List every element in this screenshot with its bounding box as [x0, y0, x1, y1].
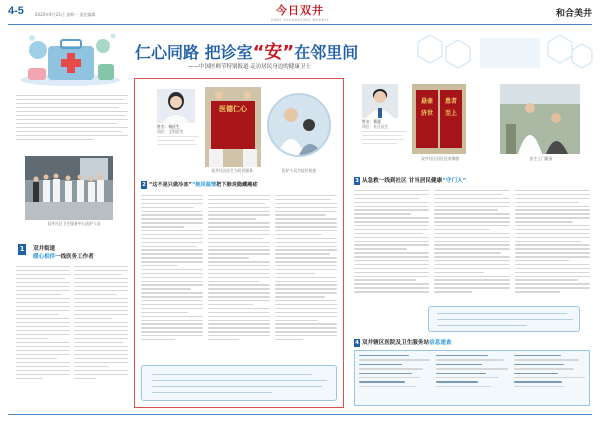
masthead-subtitle: JINRI SHUANGJING WEEKLY — [270, 18, 330, 22]
hospital-info-col1 — [359, 355, 430, 401]
section1-title-highlight: 暖心相伴 — [33, 254, 56, 260]
section2-col3 — [275, 195, 337, 363]
section3-number: 3 — [355, 178, 359, 184]
hospital-info-col2 — [436, 355, 507, 401]
section4-title-highlight: 信息速查 — [429, 340, 452, 346]
title-main: 仁心同路 把诊室 — [135, 43, 253, 62]
section4-number: 4 — [355, 340, 359, 346]
profile-right-role: 岗位：社区医生 — [362, 123, 389, 129]
doctor-portrait-left — [157, 89, 195, 123]
banner-photo — [205, 87, 261, 167]
section2-title-suffix: 把下肺炎隐藏癌症 — [216, 182, 258, 188]
section3-title-highlight: “守门人” — [442, 178, 467, 184]
banner-photo-right — [412, 84, 466, 154]
hospital-info-box — [354, 350, 590, 406]
header-rule — [8, 24, 592, 25]
section2-col2 — [208, 195, 270, 363]
doctor-portrait-right — [362, 84, 398, 118]
section1-title-line1: 双井街道 — [33, 246, 56, 252]
caption-home-visit: 医生上门服务 — [529, 156, 553, 161]
profile-right-name: 姓名：曹蕾 — [362, 119, 381, 124]
section2-title-highlight: “她用温情 — [191, 182, 217, 188]
intro-text — [16, 95, 128, 143]
section3-title: 从急救一线到社区 甘当居民健康 — [361, 178, 443, 184]
section2-heading — [141, 181, 341, 189]
banner-text: 医德仁心 — [219, 105, 247, 113]
section1-title-rest: 一线医务工作者 — [55, 254, 94, 260]
page-header — [0, 0, 600, 26]
section2-quote-box — [141, 365, 337, 401]
section4-title: 双井辖区医院及卫生服务站 — [361, 340, 430, 346]
section4-heading — [354, 338, 594, 347]
masthead-logo — [255, 2, 345, 22]
profile-left-role: 岗位：全科医生 — [157, 128, 184, 134]
caption-exam: 医护人员为居民检查 — [281, 168, 317, 173]
home-visit-photo — [500, 84, 580, 154]
section2-col1 — [141, 195, 203, 363]
exam-photo-circle — [267, 93, 331, 157]
section3-quote-box — [428, 306, 580, 332]
section3-heading — [354, 176, 594, 185]
section2-body — [141, 195, 337, 363]
title-suffix: 在邻里间 — [294, 43, 359, 62]
title-highlight: “安” — [252, 42, 295, 63]
hex-decoration — [410, 30, 595, 75]
profile-left-name: 姓名：杨医生 — [157, 124, 180, 129]
profile-left-info — [157, 125, 199, 145]
section3-col1 — [354, 190, 429, 302]
section2-title-prefix: “这不是只做冷冻” — [148, 182, 192, 188]
section1-number: 1 — [19, 245, 25, 253]
section3-body — [354, 190, 590, 302]
page-bottom-rule — [8, 414, 592, 415]
page-title — [135, 38, 405, 64]
section3-col3 — [515, 190, 590, 302]
section2-number: 2 — [142, 182, 146, 188]
section1-heading — [18, 244, 130, 263]
profile-right-info — [362, 120, 406, 144]
hospital-info-col3 — [514, 355, 585, 401]
medical-kit-illustration — [18, 28, 123, 88]
banner-text-right2: 患者至上 — [445, 98, 458, 117]
banner-text-right1: 悬壶济世 — [421, 98, 434, 117]
center-feature-panel — [134, 78, 344, 408]
group-photo-caption: 双井社区卫生服务中心医护人员 — [47, 221, 101, 226]
date-line: 2020年9月21日 星期一 责任编辑 — [35, 12, 96, 17]
caption-service: 双井社区医生为居民服务 — [211, 168, 253, 173]
page-subtitle: ——中国医师节特别报道·走访居民身边的健康卫士 — [188, 64, 311, 70]
group-photo — [25, 156, 113, 220]
section3-col2 — [434, 190, 509, 302]
section1-body — [16, 266, 128, 379]
caption-banner: 双井社区居民送来锦旗 — [421, 156, 459, 161]
page-number: 4-5 — [8, 5, 24, 17]
masthead-title: 今日双井 — [276, 4, 324, 17]
column-name: 和合美井 — [555, 9, 592, 19]
